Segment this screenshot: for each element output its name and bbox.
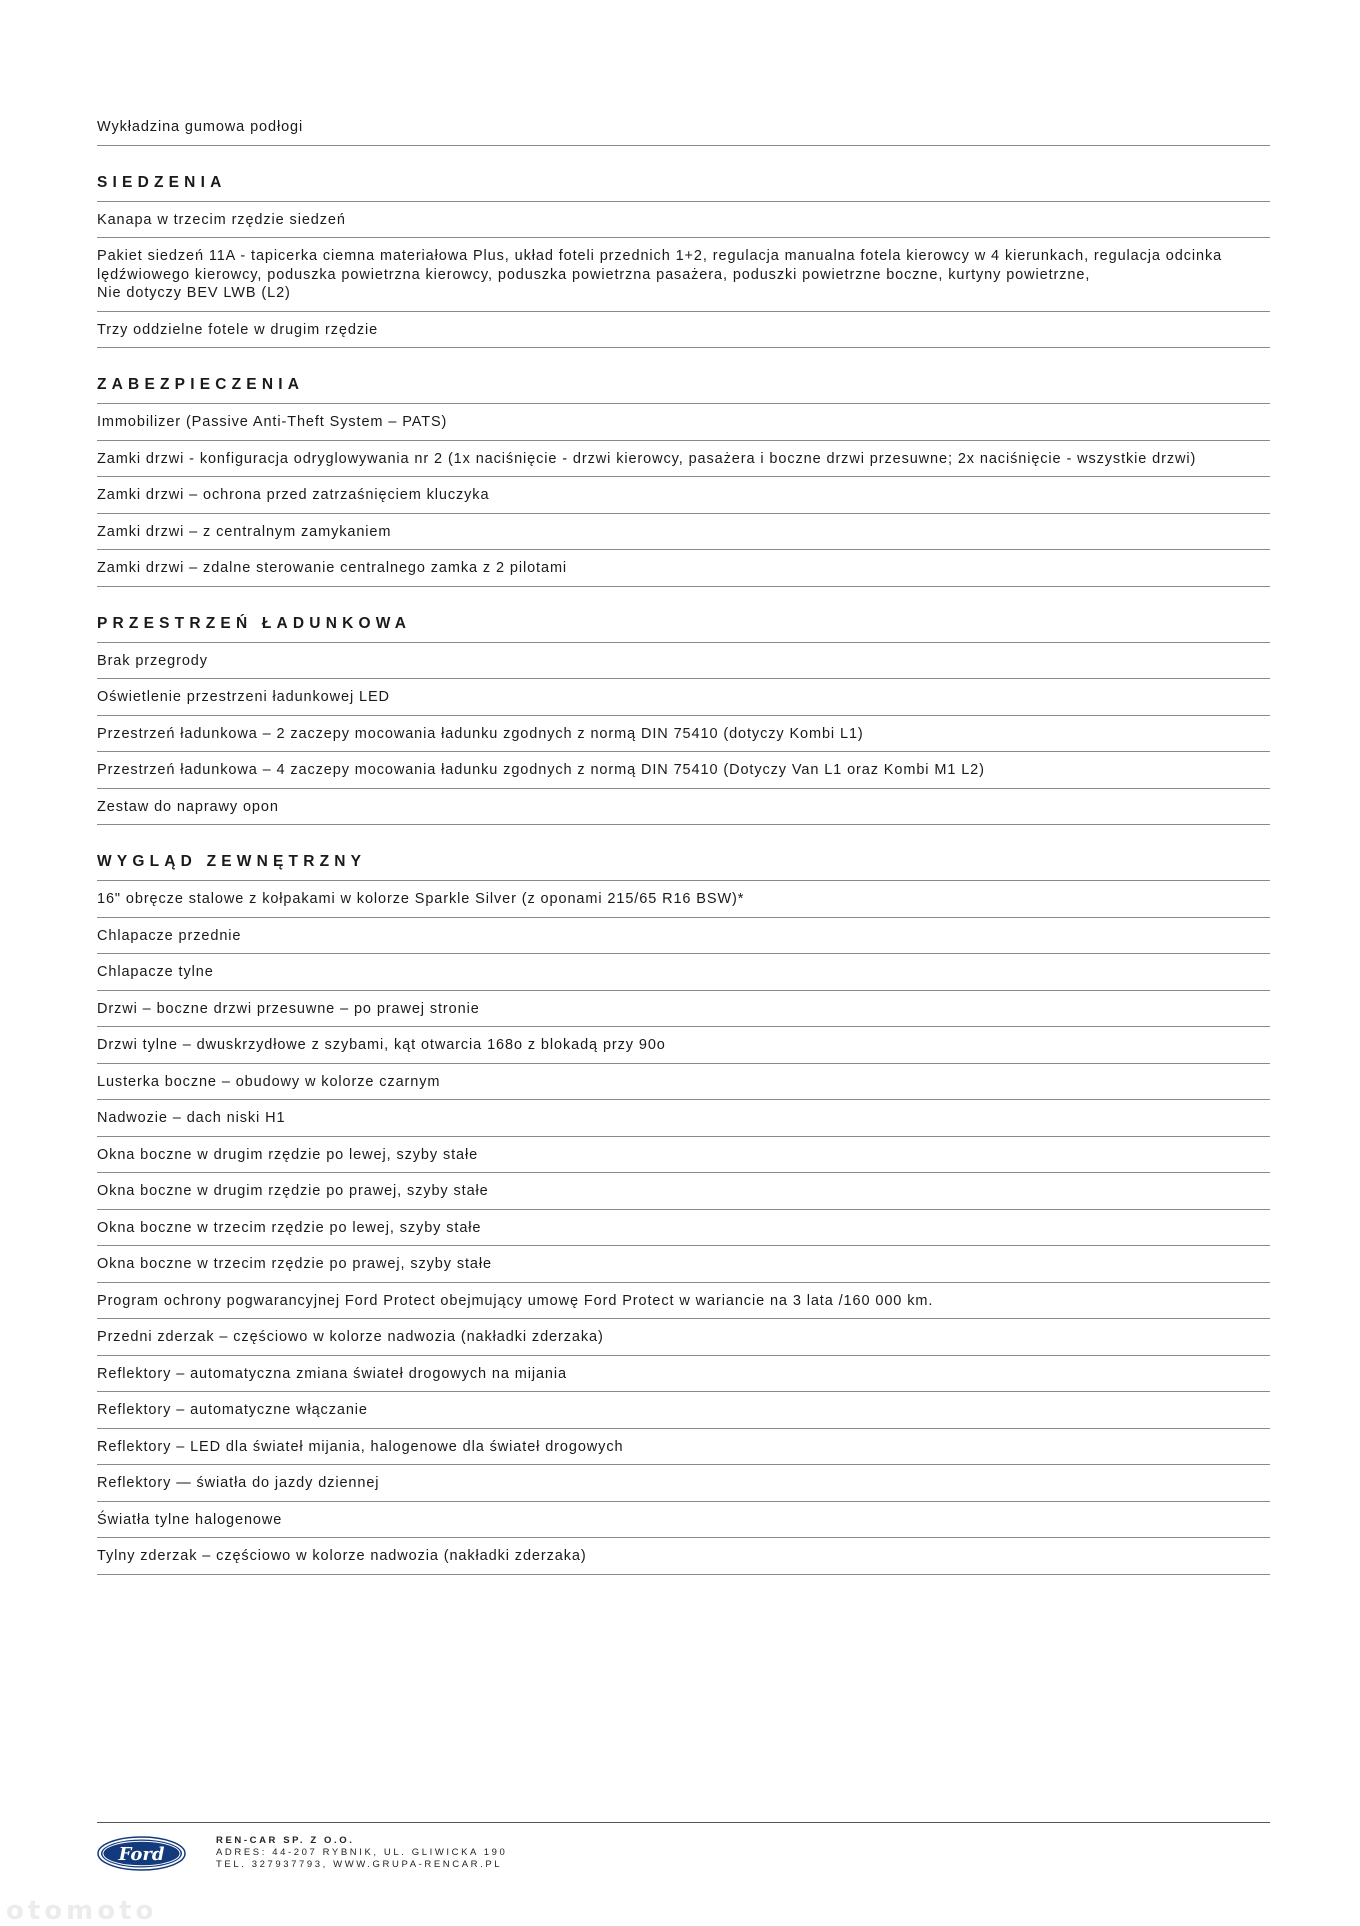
spec-item: 16" obręcze stalowe z kołpakami w kolorze Sparkle Silver (z oponami 215/65 R16 BSW)* bbox=[97, 881, 1270, 918]
spec-item: Zamki drzwi – z centralnym zamykaniem bbox=[97, 514, 1270, 551]
spec-item: Kanapa w trzecim rzędzie siedzeń bbox=[97, 202, 1270, 239]
spec-item: Okna boczne w trzecim rzędzie po prawej, szyby stałe bbox=[97, 1246, 1270, 1283]
company-address: ADRES: 44-207 RYBNIK, UL. GLIWICKA 190 bbox=[216, 1847, 508, 1858]
spec-item: Wykładzina gumowa podłogi bbox=[97, 108, 1270, 146]
spec-item: Reflektory – automatyczne włączanie bbox=[97, 1392, 1270, 1429]
spec-item: Reflektory – automatyczna zmiana świateł drogowych na mijania bbox=[97, 1356, 1270, 1393]
section-heading: ZABEZPIECZENIA bbox=[97, 348, 1270, 404]
section-heading: WYGLĄD ZEWNĘTRZNY bbox=[97, 825, 1270, 881]
spec-item: Okna boczne w drugim rzędzie po lewej, szyby stałe bbox=[97, 1137, 1270, 1174]
spec-item: Reflektory – LED dla świateł mijania, halogenowe dla świateł drogowych bbox=[97, 1429, 1270, 1466]
spec-item: Zamki drzwi – zdalne sterowanie centralnego zamka z 2 pilotami bbox=[97, 550, 1270, 587]
spec-item: Oświetlenie przestrzeni ładunkowej LED bbox=[97, 679, 1270, 716]
section-heading: PRZESTRZEŃ ŁADUNKOWA bbox=[97, 587, 1270, 643]
spec-item: Chlapacze tylne bbox=[97, 954, 1270, 991]
company-contact: TEL. 327937793, WWW.GRUPA-RENCAR.PL bbox=[216, 1859, 503, 1870]
spec-item: Przestrzeń ładunkowa – 4 zaczepy mocowania ładunku zgodnych z normą DIN 75410 (Dotyczy Van L1 oraz Kombi M1 L2) bbox=[97, 752, 1270, 789]
spec-item: Przedni zderzak – częściowo w kolorze nadwozia (nakładki zderzaka) bbox=[97, 1319, 1270, 1356]
spec-item: Trzy oddzielne fotele w drugim rzędzie bbox=[97, 312, 1270, 349]
spec-item: Reflektory — światła do jazdy dziennej bbox=[97, 1465, 1270, 1502]
ford-logo-text: Ford bbox=[118, 1844, 165, 1865]
spec-item: Brak przegrody bbox=[97, 643, 1270, 680]
spec-item: Drzwi tylne – dwuskrzydłowe z szybami, kąt otwarcia 168o z blokadą przy 90o bbox=[97, 1027, 1270, 1064]
spec-item: Tylny zderzak – częściowo w kolorze nadwozia (nakładki zderzaka) bbox=[97, 1538, 1270, 1575]
spec-item: Zestaw do naprawy opon bbox=[97, 789, 1270, 826]
section-heading: SIEDZENIA bbox=[97, 146, 1270, 202]
spec-item: Zamki drzwi - konfiguracja odryglowywania nr 2 (1x naciśnięcie - drzwi kierowcy, pasażera i boczne drzwi przesuwne; 2x naciśnięcie - wszystkie drzwi) bbox=[97, 441, 1270, 478]
spec-item: Immobilizer (Passive Anti-Theft System – PATS) bbox=[97, 404, 1270, 441]
spec-item: Zamki drzwi – ochrona przed zatrzaśnięciem kluczyka bbox=[97, 477, 1270, 514]
watermark: otomoto bbox=[6, 1896, 158, 1926]
spec-item: Nadwozie – dach niski H1 bbox=[97, 1100, 1270, 1137]
spec-item: Przestrzeń ładunkowa – 2 zaczepy mocowania ładunku zgodnych z normą DIN 75410 (dotyczy Kombi L1) bbox=[97, 716, 1270, 753]
ford-logo bbox=[97, 1836, 186, 1871]
spec-list bbox=[97, 108, 1270, 1575]
spec-item: Program ochrony pogwarancyjnej Ford Protect obejmujący umowę Ford Protect w wariancie na 3 lata /160 000 km. bbox=[97, 1283, 1270, 1320]
spec-item: Chlapacze przednie bbox=[97, 918, 1270, 955]
company-info bbox=[216, 1835, 507, 1871]
spec-item: Lusterka boczne – obudowy w kolorze czarnym bbox=[97, 1064, 1270, 1101]
spec-item: Okna boczne w drugim rzędzie po prawej, szyby stałe bbox=[97, 1173, 1270, 1210]
footer bbox=[97, 1822, 1270, 1870]
spec-item: Drzwi – boczne drzwi przesuwne – po prawej stronie bbox=[97, 991, 1270, 1028]
spec-item: Światła tylne halogenowe bbox=[97, 1502, 1270, 1539]
spec-item: Pakiet siedzeń 11A - tapicerka ciemna materiałowa Plus, układ foteli przednich 1+2, regulacja manualna fotela kierowcy w 4 kierunkach, regulacja odcinka lędźwiowego kierowcy, poduszka powietrzna kierowcy, poduszka powietrzna pasażera, poduszki powietrzne boczne, kurtyny powietrzne, Nie dotyczy BEV LWB (L2) bbox=[97, 238, 1270, 312]
spec-item: Okna boczne w trzecim rzędzie po lewej, szyby stałe bbox=[97, 1210, 1270, 1247]
company-name: REN-CAR SP. Z O.O. bbox=[216, 1835, 355, 1846]
